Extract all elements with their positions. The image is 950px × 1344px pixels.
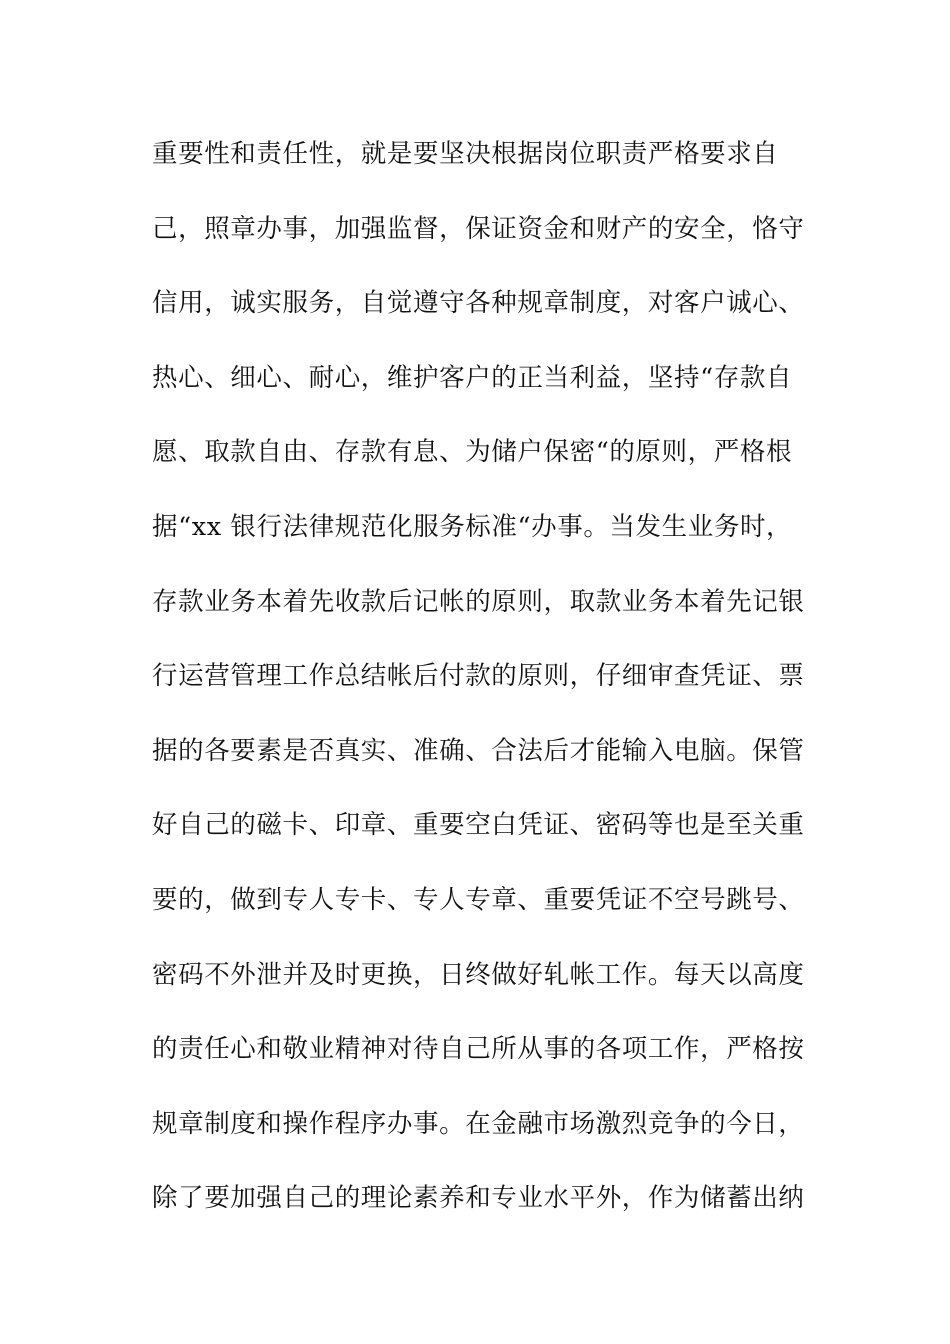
text-line: 好自己的磁卡、印章、重要空白凭证、密码等也是至关重	[152, 810, 805, 841]
text-line: 行运营管理工作总结帐后付款的原则，仔细审查凭证、票	[152, 661, 805, 692]
text-line: 的责任心和敬业精神对待自己所从事的各项工作，严格按	[152, 1034, 805, 1065]
body-text	[152, 134, 805, 1253]
text-line: 重要性和责任性，就是要坚决根据岗位职责严格要求自	[152, 139, 779, 169]
text-line: 据“xx 银行法律规范化服务标准“办事。当发生业务时，	[152, 511, 793, 542]
text-line: 己，照章办事，加强监督，保证资金和财产的安全，恪守	[152, 213, 805, 244]
text-line: 密码不外泄并及时更换，日终做好轧帐工作。每天以高度	[152, 959, 805, 990]
text-line: 要的，做到专人专卡、专人专章、重要凭证不空号跳号、	[152, 884, 805, 915]
text-line: 规章制度和操作程序办事。在金融市场激烈竞争的今日，	[152, 1108, 805, 1139]
text-line: 信用，诚实服务，自觉遵守各种规章制度，对客户诚心、	[152, 288, 805, 319]
text-line: 热心、细心、耐心，维护客户的正当利益，坚持“存款自	[152, 362, 793, 393]
text-line: 愿、取款自由、存款有息、为储户保密“的原则，严格根	[152, 437, 793, 468]
text-line: 存款业务本着先收款后记帐的原则，取款业务本着先记银	[152, 586, 805, 617]
text-line: 据的各要素是否真实、准确、合法后才能输入电脑。保管	[152, 735, 805, 766]
text-line: 除了要加强自己的理论素养和专业水平外，作为储蓄出纳	[152, 1183, 805, 1214]
